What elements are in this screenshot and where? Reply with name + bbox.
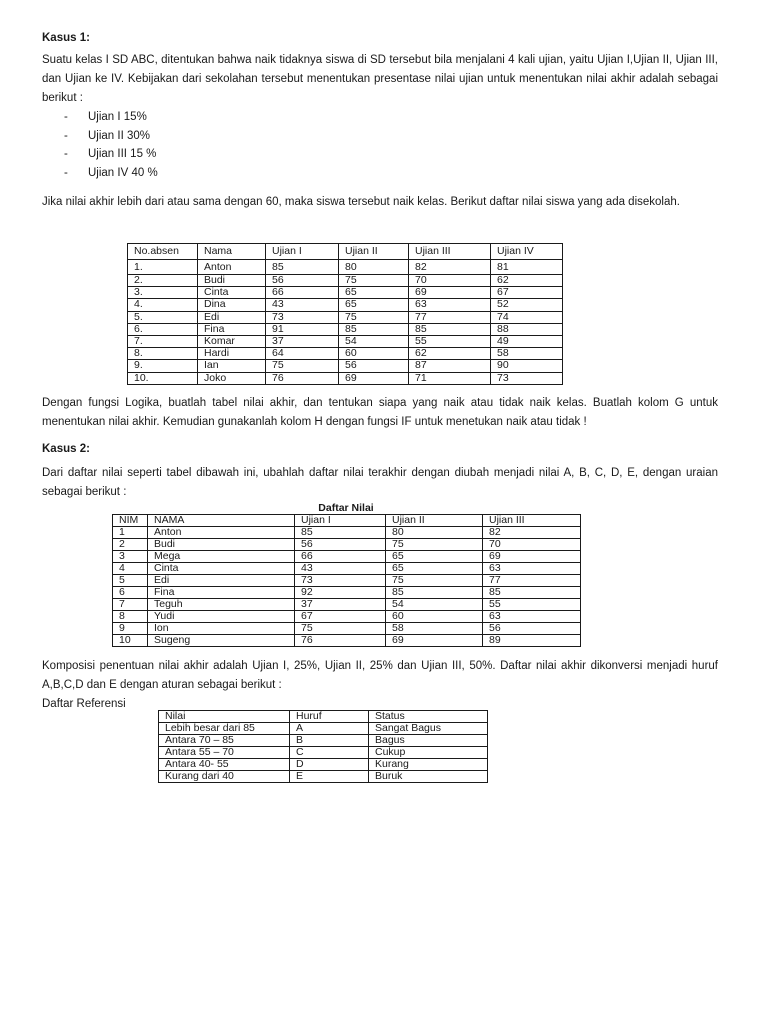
table-cell: Komar (198, 336, 266, 348)
table-cell: 74 (491, 311, 563, 323)
table-cell: 9 (113, 623, 148, 635)
reference-label: Daftar Referensi (42, 698, 126, 710)
table-cell: 2. (128, 275, 198, 287)
table-cell: 5. (128, 311, 198, 323)
table-cell: 4 (113, 563, 148, 575)
table-row (113, 527, 581, 539)
kasus1-heading: Kasus 1: (42, 32, 90, 44)
table-cell: Kurang dari 40 (159, 771, 290, 783)
table-cell: 65 (386, 551, 483, 563)
column-header: No.absen (128, 244, 198, 260)
table-cell: 56 (339, 360, 409, 372)
table-cell: 75 (386, 539, 483, 551)
table-cell: 80 (386, 527, 483, 539)
table-cell: 82 (409, 260, 491, 275)
table-cell: C (290, 747, 369, 759)
table-cell: Yudi (148, 611, 295, 623)
table-cell: Sangat Bagus (369, 723, 488, 735)
table-cell: Sugeng (148, 635, 295, 647)
table-cell: 63 (409, 299, 491, 311)
list-item: - Ujian II 30% (64, 129, 151, 142)
table-cell: 67 (295, 611, 386, 623)
table-row (113, 575, 581, 587)
table-cell: 43 (295, 563, 386, 575)
table-cell: 10. (128, 372, 198, 384)
table-cell: 85 (386, 587, 483, 599)
table-cell: 85 (295, 527, 386, 539)
table-cell: 4. (128, 299, 198, 311)
table-cell: 80 (339, 260, 409, 275)
table-cell: Antara 55 – 70 (159, 747, 290, 759)
table-cell: Fina (148, 587, 295, 599)
table-cell: A (290, 723, 369, 735)
column-header: Ujian II (386, 515, 483, 527)
table-cell: Bagus (369, 735, 488, 747)
table-cell: Cinta (148, 563, 295, 575)
table-cell: 69 (409, 287, 491, 299)
table-cell: 75 (339, 311, 409, 323)
column-header: Ujian III (483, 515, 581, 527)
table-cell: 76 (295, 635, 386, 647)
table-cell: 77 (409, 311, 491, 323)
table-cell: 73 (491, 372, 563, 384)
kasus1-rule: Jika nilai akhir lebih dari atau sama dengan 60, maka siswa tersebut naik kelas. Berikut daftar nilai siswa yang ada disekolah. (42, 196, 680, 208)
kasus1-task: Dengan fungsi Logika, buatlah tabel nilai akhir, dan tentukan siapa yang naik atau tidak naik kelas. Buatlah kolom G untuk menentukan nilai akhir. Kemudian gunakanlah kolom H dengan fungsi IF untuk menetukan naik atau tidak ! (42, 397, 718, 428)
table-header-row (128, 244, 563, 260)
table-body (128, 260, 563, 385)
kasus1-intro: Suatu kelas I SD ABC, ditentukan bahwa naik tidaknya siswa di SD tersebut bila menjalani 4 kali ujian, yaitu Ujian I,Ujian II, Ujian III, dan Ujian ke IV. Kebijakan dari sekolahan tersebut menentukan presentase nilai ujian untuk menentukan nilai akhir adalah sebagai berikut : (42, 54, 718, 104)
table-row (113, 563, 581, 575)
table-row (128, 311, 563, 323)
column-header: Ujian II (339, 244, 409, 260)
table-cell: 52 (491, 299, 563, 311)
table-cell: 85 (409, 323, 491, 335)
table-row (113, 587, 581, 599)
table-header-row (159, 711, 488, 723)
kasus2-heading: Kasus 2: (42, 443, 90, 455)
table-cell: 37 (266, 336, 339, 348)
table-cell: Ion (148, 623, 295, 635)
table-cell: 64 (266, 348, 339, 360)
table-cell: 76 (266, 372, 339, 384)
table-cell: 49 (491, 336, 563, 348)
table-cell: Cukup (369, 747, 488, 759)
list-item: - Ujian IV 40 % (64, 166, 158, 179)
column-header: Ujian IV (491, 244, 563, 260)
table-cell: 69 (483, 551, 581, 563)
table-cell: 8. (128, 348, 198, 360)
table-row (128, 336, 563, 348)
table-cell: 60 (339, 348, 409, 360)
table-cell: Antara 70 – 85 (159, 735, 290, 747)
table-cell: 71 (409, 372, 491, 384)
table-cell: 92 (295, 587, 386, 599)
table-cell: 5 (113, 575, 148, 587)
table-row (128, 260, 563, 275)
table-cell: 65 (339, 287, 409, 299)
table-row (113, 635, 581, 647)
table-cell: 75 (266, 360, 339, 372)
table-cell: 56 (483, 623, 581, 635)
table-cell: 6. (128, 323, 198, 335)
column-header: NIM (113, 515, 148, 527)
table-cell: Budi (198, 275, 266, 287)
table-cell: 85 (483, 587, 581, 599)
table-row (113, 539, 581, 551)
table-cell: Edi (148, 575, 295, 587)
table-cell: 63 (483, 563, 581, 575)
exam-weight-list (64, 108, 158, 182)
table-cell: 60 (386, 611, 483, 623)
table-cell: Cinta (198, 287, 266, 299)
table-cell: 70 (483, 539, 581, 551)
table-cell: 87 (409, 360, 491, 372)
table-cell: 7. (128, 336, 198, 348)
table-cell: 85 (266, 260, 339, 275)
table-cell: 75 (386, 575, 483, 587)
table-cell: 73 (266, 311, 339, 323)
table-cell: 81 (491, 260, 563, 275)
table-cell: Joko (198, 372, 266, 384)
table-row (159, 771, 488, 783)
table-cell: 90 (491, 360, 563, 372)
table-row (128, 275, 563, 287)
table-cell: Ian (198, 360, 266, 372)
table-row (128, 372, 563, 384)
table-cell: Dina (198, 299, 266, 311)
table-cell: 37 (295, 599, 386, 611)
table-cell: 55 (409, 336, 491, 348)
table-cell: 75 (339, 275, 409, 287)
table-cell: Kurang (369, 759, 488, 771)
table-cell: 55 (483, 599, 581, 611)
column-header: Huruf (290, 711, 369, 723)
table-cell: Lebih besar dari 85 (159, 723, 290, 735)
table-cell: 58 (386, 623, 483, 635)
table-cell: 62 (409, 348, 491, 360)
table-cell: Fina (198, 323, 266, 335)
table-cell: 73 (295, 575, 386, 587)
table-cell: D (290, 759, 369, 771)
table-row (159, 735, 488, 747)
table-cell: 63 (483, 611, 581, 623)
table-cell: 75 (295, 623, 386, 635)
table-cell: Mega (148, 551, 295, 563)
table-cell: Hardi (198, 348, 266, 360)
table-cell: Buruk (369, 771, 488, 783)
table-cell: 66 (295, 551, 386, 563)
column-header: Nama (198, 244, 266, 260)
table-row (159, 759, 488, 771)
table-cell: 43 (266, 299, 339, 311)
column-header: Ujian I (266, 244, 339, 260)
table-row (113, 599, 581, 611)
table-row (113, 623, 581, 635)
table-cell: 6 (113, 587, 148, 599)
table-cell: B (290, 735, 369, 747)
column-header: Status (369, 711, 488, 723)
table-cell: 69 (386, 635, 483, 647)
table-cell: 69 (339, 372, 409, 384)
table-cell: Anton (198, 260, 266, 275)
table-cell: 91 (266, 323, 339, 335)
table-header-row (113, 515, 581, 527)
table-cell: Budi (148, 539, 295, 551)
column-header: NAMA (148, 515, 295, 527)
table-body (113, 527, 581, 647)
table-row (128, 360, 563, 372)
table-caption: Daftar Nilai (318, 502, 374, 514)
table-row (128, 348, 563, 360)
table-cell: 54 (339, 336, 409, 348)
table-cell: 10 (113, 635, 148, 647)
table-cell: Antara 40- 55 (159, 759, 290, 771)
table-cell: Edi (198, 311, 266, 323)
table-cell: 54 (386, 599, 483, 611)
table-cell: 67 (491, 287, 563, 299)
student-score-table (127, 243, 563, 385)
table-cell: 70 (409, 275, 491, 287)
column-header: Ujian I (295, 515, 386, 527)
list-item: - Ujian III 15 % (64, 148, 157, 160)
table-cell: 1. (128, 260, 198, 275)
table-cell: 65 (386, 563, 483, 575)
kasus2-intro: Dari daftar nilai seperti tabel dibawah ini, ubahlah daftar nilai terakhir dengan diubah menjadi nilai A, B, C, D, E, dengan uraian sebagai berikut : (42, 467, 718, 498)
table-cell: 77 (483, 575, 581, 587)
table-row (113, 611, 581, 623)
table-cell: 85 (339, 323, 409, 335)
table-cell: 82 (483, 527, 581, 539)
table-cell: 56 (295, 539, 386, 551)
table-cell: 58 (491, 348, 563, 360)
table-row (113, 551, 581, 563)
table-row (128, 287, 563, 299)
table-cell: 65 (339, 299, 409, 311)
kasus2-composition: Komposisi penentuan nilai akhir adalah Ujian I, 25%, Ujian II, 25% dan Ujian III, 50%. Daftar nilai akhir dikonversi menjadi huruf A,B,C,D dan E dengan aturan sebagai berikut : (42, 660, 718, 691)
table-cell: 1 (113, 527, 148, 539)
column-header: Nilai (159, 711, 290, 723)
table-cell: E (290, 771, 369, 783)
table-row (159, 723, 488, 735)
table-cell: 62 (491, 275, 563, 287)
table-cell: 7 (113, 599, 148, 611)
table-row (159, 747, 488, 759)
table-cell: 56 (266, 275, 339, 287)
column-header: Ujian III (409, 244, 491, 260)
list-item: - Ujian I 15% (64, 111, 147, 123)
table-cell: 3 (113, 551, 148, 563)
grade-list-table (112, 514, 581, 647)
table-cell: 66 (266, 287, 339, 299)
table-row (128, 299, 563, 311)
table-cell: 8 (113, 611, 148, 623)
reference-table (158, 710, 488, 783)
table-cell: Teguh (148, 599, 295, 611)
table-cell: 88 (491, 323, 563, 335)
table-cell: 89 (483, 635, 581, 647)
table-cell: 9. (128, 360, 198, 372)
table-body (159, 723, 488, 783)
table-cell: Anton (148, 527, 295, 539)
table-cell: 2 (113, 539, 148, 551)
table-row (128, 323, 563, 335)
table-cell: 3. (128, 287, 198, 299)
